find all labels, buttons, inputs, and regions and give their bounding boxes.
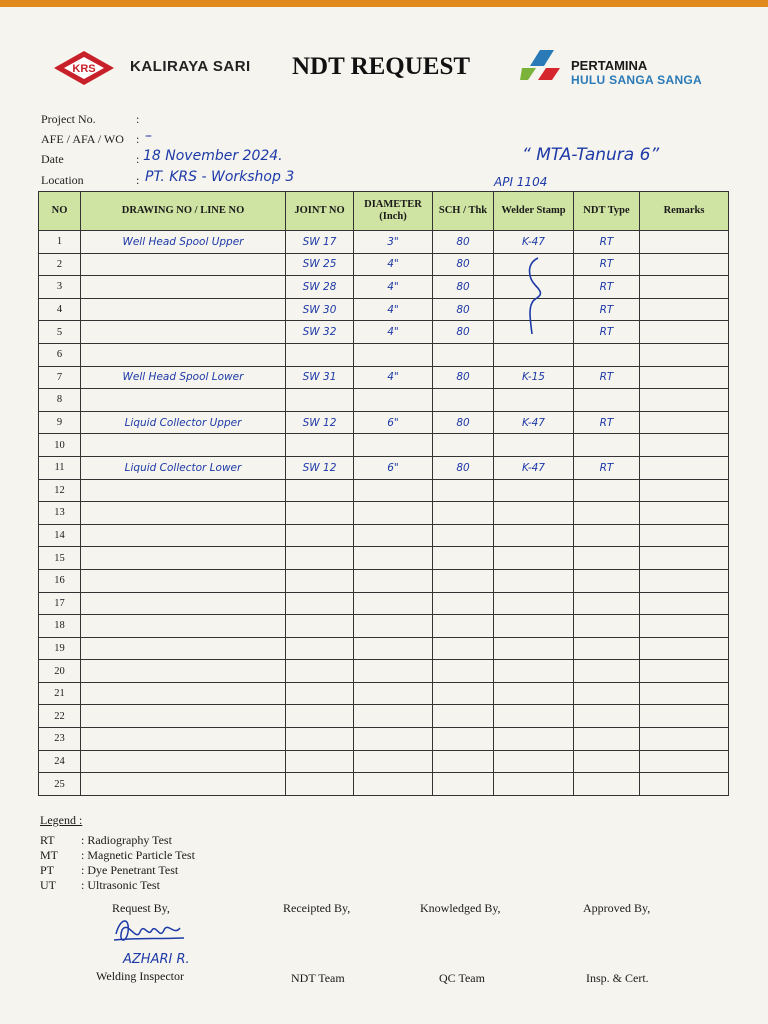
table-row [39, 592, 729, 615]
cell-joint [286, 615, 354, 638]
cell-diameter: 4" [354, 366, 433, 389]
cell-welder [494, 592, 574, 615]
cell-joint: SW 12 [286, 411, 354, 434]
cell-diameter [354, 547, 433, 570]
cell-welder [494, 615, 574, 638]
cell-diameter [354, 682, 433, 705]
cell-no: 1 [39, 231, 81, 254]
cell-remarks [640, 502, 729, 525]
cell-no: 25 [39, 773, 81, 796]
afe-value: – [145, 128, 152, 144]
cell-diameter [354, 343, 433, 366]
cell-welder: K-15 [494, 366, 574, 389]
cell-sch [433, 569, 494, 592]
table-row [39, 479, 729, 502]
cell-welder [494, 660, 574, 683]
cell-remarks [640, 434, 729, 457]
location-colon: : [136, 173, 140, 187]
cell-ndt [574, 434, 640, 457]
receipted-by-label: Receipted By, [283, 901, 351, 915]
approved-role: Insp. & Cert. [586, 971, 649, 985]
cell-welder: K-47 [494, 231, 574, 254]
cell-welder [494, 434, 574, 457]
cell-sch [433, 660, 494, 683]
cell-sch: 80 [433, 411, 494, 434]
cell-joint [286, 524, 354, 547]
cell-drawing [81, 637, 286, 660]
location-label: Location [41, 173, 84, 187]
cell-remarks [640, 682, 729, 705]
cell-no: 17 [39, 592, 81, 615]
cell-remarks [640, 298, 729, 321]
cell-drawing [81, 434, 286, 457]
cell-diameter: 4" [354, 276, 433, 299]
cell-joint [286, 592, 354, 615]
cell-drawing [81, 705, 286, 728]
cell-drawing [81, 389, 286, 412]
cell-drawing [81, 682, 286, 705]
header-sch: SCH / Thk [433, 192, 494, 231]
cell-drawing: Well Head Spool Lower [81, 366, 286, 389]
cell-diameter: 4" [354, 321, 433, 344]
cell-diameter [354, 569, 433, 592]
cell-drawing [81, 660, 286, 683]
cell-drawing: Liquid Collector Upper [81, 411, 286, 434]
cell-joint [286, 705, 354, 728]
table-row [39, 276, 729, 299]
form-title: NDT REQUEST [292, 53, 471, 80]
partner-name: PERTAMINA [571, 58, 648, 73]
cell-ndt: RT [574, 411, 640, 434]
cell-diameter [354, 660, 433, 683]
header-remarks: Remarks [640, 192, 729, 231]
legend-description: : Magnetic Particle Test [81, 848, 195, 862]
cell-remarks [640, 705, 729, 728]
cell-sch: 80 [433, 321, 494, 344]
cell-diameter [354, 750, 433, 773]
location-value: PT. KRS - Workshop 3 [145, 169, 295, 185]
cell-no: 22 [39, 705, 81, 728]
cell-drawing [81, 750, 286, 773]
requester-name: AZHARI R. [123, 952, 190, 967]
cell-no: 24 [39, 750, 81, 773]
approved-by-label: Approved By, [583, 901, 651, 915]
cell-welder [494, 728, 574, 751]
cell-no: 6 [39, 343, 81, 366]
cell-no: 23 [39, 728, 81, 751]
cell-sch [433, 728, 494, 751]
header-drawing: DRAWING NO / LINE NO [81, 192, 286, 231]
cell-joint [286, 389, 354, 412]
cell-ndt [574, 343, 640, 366]
requester-role: Welding Inspector [96, 969, 185, 983]
top-edge-band [0, 0, 768, 7]
table-row [39, 434, 729, 457]
cell-remarks [640, 750, 729, 773]
cell-no: 14 [39, 524, 81, 547]
cell-joint [286, 773, 354, 796]
cell-diameter [354, 524, 433, 547]
cell-remarks [640, 637, 729, 660]
cell-joint [286, 547, 354, 570]
cell-remarks [640, 592, 729, 615]
cell-sch [433, 434, 494, 457]
cell-no: 12 [39, 479, 81, 502]
request-by-label: Request By, [112, 901, 170, 915]
cell-remarks [640, 547, 729, 570]
cell-sch: 80 [433, 231, 494, 254]
table-row [39, 231, 729, 254]
table-row [39, 637, 729, 660]
header-no: NO [39, 192, 81, 231]
cell-diameter: 3" [354, 231, 433, 254]
cell-sch [433, 615, 494, 638]
cell-remarks [640, 231, 729, 254]
cell-ndt [574, 502, 640, 525]
cell-welder [494, 343, 574, 366]
cell-joint: SW 31 [286, 366, 354, 389]
legend-title: Legend : [40, 813, 83, 827]
cell-welder [494, 547, 574, 570]
cell-remarks [640, 773, 729, 796]
cell-welder [494, 750, 574, 773]
cell-ndt [574, 389, 640, 412]
cell-drawing [81, 592, 286, 615]
cell-ndt: RT [574, 231, 640, 254]
cell-remarks [640, 456, 729, 479]
cell-ndt: RT [574, 321, 640, 344]
afe-label: AFE / AFA / WO [41, 132, 124, 146]
legend-description: : Dye Penetrant Test [81, 863, 179, 877]
company-name: KALIRAYA SARI [130, 58, 251, 75]
cell-welder [494, 569, 574, 592]
cell-drawing [81, 524, 286, 547]
cell-ndt: RT [574, 366, 640, 389]
cell-no: 13 [39, 502, 81, 525]
cell-joint [286, 750, 354, 773]
cell-welder: K-47 [494, 456, 574, 479]
table-body [39, 231, 729, 796]
cell-sch [433, 682, 494, 705]
date-value: 18 November 2024. [143, 148, 283, 164]
cell-ndt [574, 615, 640, 638]
cell-no: 21 [39, 682, 81, 705]
cell-diameter [354, 615, 433, 638]
cell-ndt: RT [574, 298, 640, 321]
cell-joint [286, 502, 354, 525]
cell-ndt [574, 637, 640, 660]
cell-sch [433, 479, 494, 502]
cell-joint [286, 479, 354, 502]
cell-ndt: RT [574, 276, 640, 299]
cell-remarks [640, 366, 729, 389]
header-ndt: NDT Type [574, 192, 640, 231]
header-diameter: DIAMETER (Inch) [354, 192, 433, 231]
cell-welder [494, 637, 574, 660]
cell-joint: SW 32 [286, 321, 354, 344]
cell-joint [286, 637, 354, 660]
cell-no: 15 [39, 547, 81, 570]
cell-drawing [81, 298, 286, 321]
table-row [39, 660, 729, 683]
cell-ndt [574, 728, 640, 751]
cell-ndt [574, 547, 640, 570]
header-joint: JOINT NO [286, 192, 354, 231]
table-row [39, 569, 729, 592]
table-row [39, 389, 729, 412]
table-row [39, 298, 729, 321]
table-header-row [39, 192, 729, 231]
cell-remarks [640, 569, 729, 592]
cell-remarks [640, 615, 729, 638]
table-row [39, 773, 729, 796]
cell-sch: 80 [433, 298, 494, 321]
cell-drawing [81, 502, 286, 525]
cell-joint [286, 343, 354, 366]
receipt-role: NDT Team [291, 971, 345, 985]
cell-joint [286, 728, 354, 751]
table-row [39, 728, 729, 751]
table-row [39, 411, 729, 434]
cell-joint [286, 682, 354, 705]
cell-joint: SW 28 [286, 276, 354, 299]
cell-no: 19 [39, 637, 81, 660]
table-row [39, 253, 729, 276]
cell-no: 3 [39, 276, 81, 299]
cell-no: 2 [39, 253, 81, 276]
cell-welder [494, 479, 574, 502]
cell-sch: 80 [433, 366, 494, 389]
cell-diameter [354, 728, 433, 751]
cell-sch: 80 [433, 456, 494, 479]
cell-remarks [640, 728, 729, 751]
cell-drawing [81, 321, 286, 344]
cell-remarks [640, 524, 729, 547]
cell-joint: SW 12 [286, 456, 354, 479]
partner-subtitle: HULU SANGA SANGA [571, 73, 703, 87]
cell-remarks [640, 411, 729, 434]
krs-logo-text: KRS [72, 63, 96, 75]
cell-welder [494, 502, 574, 525]
cell-ndt [574, 705, 640, 728]
table-row [39, 366, 729, 389]
requester-signature [110, 912, 188, 952]
cell-remarks [640, 479, 729, 502]
cell-drawing [81, 547, 286, 570]
table-row [39, 547, 729, 570]
cell-ndt [574, 592, 640, 615]
cell-sch [433, 750, 494, 773]
cell-no: 9 [39, 411, 81, 434]
cell-drawing [81, 773, 286, 796]
project-note: “ MTA-Tanura 6” [522, 145, 660, 165]
legend-code: MT [40, 848, 58, 862]
cell-joint [286, 569, 354, 592]
table-row [39, 615, 729, 638]
cell-diameter [354, 434, 433, 457]
cell-no: 16 [39, 569, 81, 592]
cell-drawing: Liquid Collector Lower [81, 456, 286, 479]
project-label: Project No. [41, 112, 96, 126]
cell-welder [494, 773, 574, 796]
project-colon: : [136, 112, 140, 126]
cell-drawing [81, 479, 286, 502]
cell-no: 20 [39, 660, 81, 683]
legend-code: RT [40, 833, 55, 847]
cell-no: 8 [39, 389, 81, 412]
cell-drawing [81, 615, 286, 638]
cell-remarks [640, 276, 729, 299]
cell-sch [433, 389, 494, 412]
cell-ndt [574, 773, 640, 796]
cell-ndt: RT [574, 456, 640, 479]
table-row [39, 321, 729, 344]
cell-no: 10 [39, 434, 81, 457]
table-row [39, 705, 729, 728]
cell-sch: 80 [433, 253, 494, 276]
cell-drawing [81, 276, 286, 299]
welder-bracket-mark [520, 256, 550, 336]
cell-welder: K-47 [494, 411, 574, 434]
cell-ndt [574, 682, 640, 705]
cell-ndt [574, 660, 640, 683]
header-welder: Welder Stamp [494, 192, 574, 231]
cell-joint: SW 17 [286, 231, 354, 254]
date-colon: : [136, 152, 140, 166]
ndt-table [38, 191, 729, 796]
cell-sch [433, 637, 494, 660]
table-row [39, 343, 729, 366]
cell-sch: 80 [433, 276, 494, 299]
cell-no: 5 [39, 321, 81, 344]
cell-ndt: RT [574, 253, 640, 276]
cell-no: 11 [39, 456, 81, 479]
cell-welder [494, 524, 574, 547]
cell-sch [433, 592, 494, 615]
legend-description: : Radiography Test [81, 833, 172, 847]
cell-diameter [354, 592, 433, 615]
cell-diameter: 4" [354, 253, 433, 276]
cell-welder [494, 705, 574, 728]
cell-sch [433, 502, 494, 525]
table-row [39, 456, 729, 479]
cell-sch [433, 705, 494, 728]
cell-no: 4 [39, 298, 81, 321]
table-row [39, 682, 729, 705]
cell-joint [286, 434, 354, 457]
cell-drawing [81, 569, 286, 592]
krs-logo-icon [52, 49, 116, 87]
cell-joint: SW 30 [286, 298, 354, 321]
standard-note: API 1104 [494, 175, 548, 189]
table-row [39, 502, 729, 525]
cell-remarks [640, 343, 729, 366]
knowledge-role: QC Team [439, 971, 485, 985]
cell-ndt [574, 524, 640, 547]
cell-remarks [640, 389, 729, 412]
table-row [39, 524, 729, 547]
cell-no: 18 [39, 615, 81, 638]
cell-drawing [81, 253, 286, 276]
afe-colon: : [136, 132, 140, 146]
cell-diameter: 6" [354, 456, 433, 479]
date-label: Date [41, 152, 64, 166]
cell-ndt [574, 750, 640, 773]
cell-drawing [81, 343, 286, 366]
cell-welder [494, 389, 574, 412]
cell-no: 7 [39, 366, 81, 389]
pertamina-logo-icon [520, 50, 566, 82]
table-row [39, 750, 729, 773]
cell-drawing [81, 728, 286, 751]
cell-diameter: 4" [354, 298, 433, 321]
cell-sch [433, 343, 494, 366]
cell-diameter [354, 479, 433, 502]
cell-drawing: Well Head Spool Upper [81, 231, 286, 254]
cell-joint: SW 25 [286, 253, 354, 276]
cell-remarks [640, 321, 729, 344]
cell-remarks [640, 660, 729, 683]
legend-code: UT [40, 878, 56, 892]
cell-diameter [354, 637, 433, 660]
cell-sch [433, 524, 494, 547]
cell-sch [433, 547, 494, 570]
cell-diameter [354, 773, 433, 796]
cell-diameter [354, 389, 433, 412]
cell-diameter [354, 705, 433, 728]
cell-diameter: 6" [354, 411, 433, 434]
legend-description: : Ultrasonic Test [81, 878, 160, 892]
cell-ndt [574, 569, 640, 592]
knowledged-by-label: Knowledged By, [420, 901, 501, 915]
cell-ndt [574, 479, 640, 502]
cell-joint [286, 660, 354, 683]
legend-code: PT [40, 863, 55, 877]
cell-sch [433, 773, 494, 796]
cell-diameter [354, 502, 433, 525]
cell-remarks [640, 253, 729, 276]
cell-welder [494, 682, 574, 705]
